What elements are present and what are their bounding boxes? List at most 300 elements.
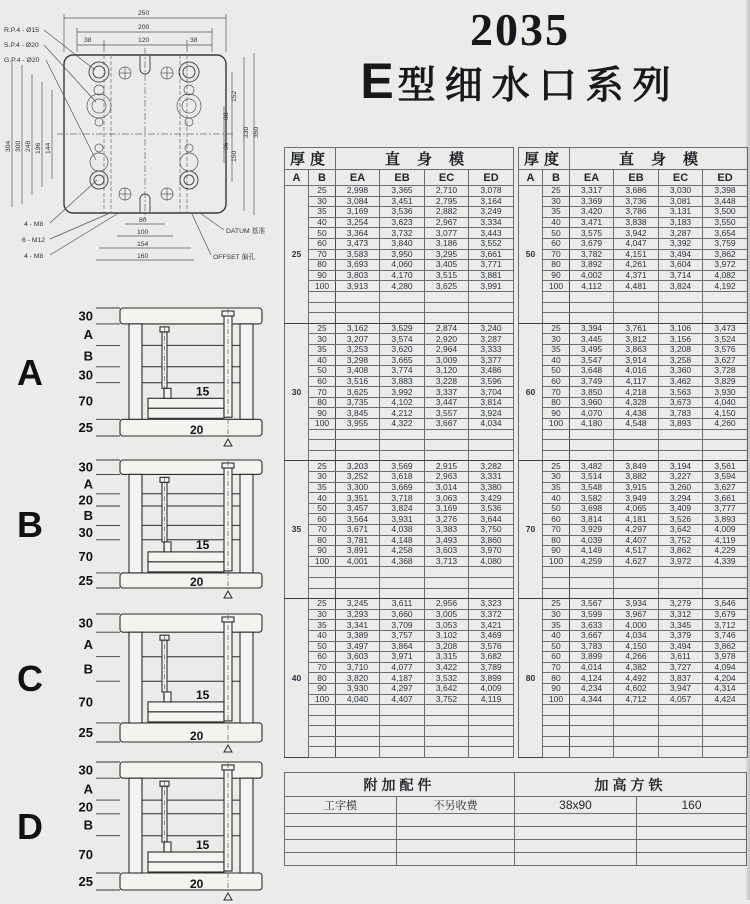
dim-330: 330 bbox=[243, 126, 250, 138]
price-cell: 3,576 bbox=[469, 641, 514, 652]
price-cell: 3,473 bbox=[336, 238, 380, 249]
empty-row bbox=[519, 429, 748, 440]
stack-dim-label: B bbox=[83, 348, 93, 364]
price-cell: 3,312 bbox=[659, 609, 703, 620]
price-cell: 3,228 bbox=[425, 376, 469, 387]
dim-196: 196 bbox=[35, 142, 42, 154]
price-cell: 3,714 bbox=[659, 270, 703, 281]
dim-80: 80 bbox=[139, 217, 147, 224]
price-cell: 4,034 bbox=[614, 630, 659, 641]
empty-cell bbox=[659, 726, 703, 737]
empty-row bbox=[285, 715, 514, 726]
empty-cell bbox=[336, 450, 380, 461]
spec-row bbox=[519, 228, 748, 239]
empty-cell bbox=[543, 747, 570, 758]
spec-row bbox=[285, 620, 514, 631]
empty-cell bbox=[469, 313, 514, 324]
price-cell: 3,447 bbox=[425, 397, 469, 408]
thickness-b-value: 40 bbox=[543, 355, 570, 366]
price-cell: 3,978 bbox=[703, 652, 748, 663]
thickness-b-value: 100 bbox=[543, 419, 570, 430]
empty-row bbox=[519, 567, 748, 578]
price-cell: 3,972 bbox=[703, 260, 748, 271]
price-cell: 3,930 bbox=[336, 683, 380, 694]
ejector-plate-top bbox=[148, 702, 224, 712]
thickness-b-value: 60 bbox=[543, 652, 570, 663]
stack-dim-label: 20 bbox=[78, 492, 93, 508]
empty-cell bbox=[614, 588, 659, 599]
side-rail-right bbox=[240, 324, 253, 419]
spec-row bbox=[519, 652, 748, 663]
thickness-b-value: 80 bbox=[309, 535, 336, 546]
empty-cell bbox=[309, 567, 336, 578]
spec-row bbox=[519, 344, 748, 355]
thickness-b-value: 30 bbox=[543, 609, 570, 620]
price-cell: 3,625 bbox=[336, 387, 380, 398]
price-cell: 3,642 bbox=[425, 683, 469, 694]
empty-cell bbox=[543, 313, 570, 324]
empty-row bbox=[285, 747, 514, 758]
price-cell: 3,633 bbox=[570, 620, 614, 631]
price-cell: 3,323 bbox=[469, 599, 514, 610]
price-cell: 3,574 bbox=[380, 334, 425, 345]
price-cell: 4,424 bbox=[703, 694, 748, 705]
stop-pin bbox=[164, 842, 171, 852]
empty-cell bbox=[425, 705, 469, 716]
price-cell: 3,575 bbox=[570, 228, 614, 239]
price-cell: 3,053 bbox=[425, 620, 469, 631]
price-cell: 3,820 bbox=[336, 673, 380, 684]
price-cell: 3,924 bbox=[469, 408, 514, 419]
price-cell: 3,405 bbox=[425, 260, 469, 271]
dim-248: 248 bbox=[25, 140, 32, 152]
stack-dim-label: A bbox=[83, 327, 93, 343]
thickness-b-value: 100 bbox=[309, 419, 336, 430]
price-cell: 3,279 bbox=[659, 599, 703, 610]
thickness-b-value: 30 bbox=[543, 472, 570, 483]
spec-row bbox=[285, 514, 514, 525]
mold-plate-drawing bbox=[2, 2, 295, 274]
price-cell: 4,548 bbox=[614, 419, 659, 430]
price-cell: 3,131 bbox=[659, 207, 703, 218]
price-cell: 3,786 bbox=[614, 207, 659, 218]
dim-160: 160 bbox=[137, 253, 149, 260]
empty-cell bbox=[425, 736, 469, 747]
price-cell: 4,280 bbox=[380, 281, 425, 292]
price-cell: 3,120 bbox=[425, 366, 469, 377]
price-cell: 3,774 bbox=[380, 366, 425, 377]
price-cell: 3,569 bbox=[380, 461, 425, 472]
stack-dim-label: 25 bbox=[78, 572, 93, 588]
price-cell: 2,915 bbox=[425, 461, 469, 472]
price-cell: 3,493 bbox=[425, 535, 469, 546]
price-cell: 3,950 bbox=[380, 249, 425, 260]
price-cell: 4,192 bbox=[703, 281, 748, 292]
empty-row bbox=[285, 313, 514, 324]
price-cell: 4,234 bbox=[570, 683, 614, 694]
price-cell: 3,627 bbox=[703, 482, 748, 493]
price-cell: 4,038 bbox=[380, 525, 425, 536]
label-datum: DATUM 基准 bbox=[226, 228, 266, 235]
spec-row bbox=[285, 376, 514, 387]
spec-row bbox=[285, 281, 514, 292]
price-cell: 3,084 bbox=[336, 196, 380, 207]
thickness-b-value: 60 bbox=[543, 514, 570, 525]
thickness-b-value: 50 bbox=[543, 641, 570, 652]
empty-cell bbox=[336, 567, 380, 578]
thickness-b-value: 25 bbox=[309, 599, 336, 610]
thickness-b-value: 60 bbox=[309, 376, 336, 387]
price-cell: 3,514 bbox=[570, 472, 614, 483]
price-cell: 4,057 bbox=[659, 694, 703, 705]
thickness-b-value: 25 bbox=[543, 186, 570, 197]
spec-row bbox=[285, 397, 514, 408]
accessory-table bbox=[284, 772, 747, 866]
empty-cell bbox=[659, 291, 703, 302]
price-cell: 3,682 bbox=[469, 652, 514, 663]
spec-row bbox=[285, 673, 514, 684]
diagram-letter: A bbox=[17, 352, 43, 393]
empty-cell bbox=[570, 705, 614, 716]
label-rp: R.P.4 - Ø15 bbox=[4, 27, 40, 34]
thickness-a-value: 50 bbox=[519, 186, 543, 324]
side-rail-left bbox=[129, 324, 142, 419]
empty-cell bbox=[309, 588, 336, 599]
price-cell: 3,471 bbox=[570, 217, 614, 228]
thickness-b-value: 35 bbox=[309, 207, 336, 218]
price-cell: 3,814 bbox=[469, 397, 514, 408]
empty-row bbox=[285, 291, 514, 302]
price-cell: 4,297 bbox=[380, 683, 425, 694]
empty-cell bbox=[703, 567, 748, 578]
price-cell: 3,627 bbox=[703, 355, 748, 366]
price-cell: 4,229 bbox=[703, 546, 748, 557]
mold-section-svg bbox=[56, 754, 274, 902]
price-cell: 3,333 bbox=[469, 344, 514, 355]
price-cell: 4,039 bbox=[570, 535, 614, 546]
empty-cell bbox=[543, 429, 570, 440]
spec-row bbox=[285, 249, 514, 260]
ejector-plate-bottom bbox=[148, 408, 224, 418]
price-cell: 3,294 bbox=[659, 493, 703, 504]
empty-cell bbox=[659, 567, 703, 578]
price-cell: 2,964 bbox=[425, 344, 469, 355]
empty-row bbox=[519, 715, 748, 726]
thickness-a-value: 35 bbox=[285, 461, 309, 599]
empty-cell bbox=[469, 302, 514, 313]
price-cell: 2,882 bbox=[425, 207, 469, 218]
thickness-b-value: 70 bbox=[309, 387, 336, 398]
spec-row bbox=[285, 493, 514, 504]
price-cell: 3,824 bbox=[659, 281, 703, 292]
price-cell: 3,383 bbox=[425, 525, 469, 536]
empty-row bbox=[519, 747, 748, 758]
price-cell: 3,727 bbox=[659, 662, 703, 673]
price-cell: 3,623 bbox=[380, 217, 425, 228]
thickness-b-value: 50 bbox=[309, 366, 336, 377]
dim-150: 150 bbox=[231, 150, 238, 162]
price-cell: 4,170 bbox=[380, 270, 425, 281]
price-cell: 4,218 bbox=[614, 387, 659, 398]
price-cell: 3,005 bbox=[425, 609, 469, 620]
price-cell: 2,963 bbox=[425, 472, 469, 483]
empty-cell bbox=[380, 736, 425, 747]
top-clamp-plate bbox=[120, 460, 262, 474]
inner-dim-20: 20 bbox=[190, 877, 204, 891]
holes-right bbox=[177, 62, 201, 189]
price-cell: 3,030 bbox=[659, 186, 703, 197]
label-m8-top: 4 - M8 bbox=[24, 221, 44, 228]
inner-dim-20: 20 bbox=[190, 423, 204, 437]
empty-row bbox=[519, 705, 748, 716]
price-cell: 3,337 bbox=[425, 387, 469, 398]
thickness-b-value: 100 bbox=[309, 281, 336, 292]
side-rail-left bbox=[129, 474, 142, 573]
thickness-a-value: 70 bbox=[519, 461, 543, 599]
price-cell: 3,494 bbox=[659, 641, 703, 652]
spec-row bbox=[519, 270, 748, 281]
empty-cell bbox=[380, 577, 425, 588]
spec-row bbox=[285, 366, 514, 377]
price-cell: 3,516 bbox=[336, 376, 380, 387]
empty-row bbox=[519, 313, 748, 324]
price-cell: 3,934 bbox=[614, 599, 659, 610]
price-cell: 3,379 bbox=[659, 630, 703, 641]
price-cell: 3,298 bbox=[336, 355, 380, 366]
empty-cell bbox=[703, 450, 748, 461]
thickness-b-value: 30 bbox=[309, 334, 336, 345]
col-eb: EB bbox=[380, 170, 425, 186]
spec-row bbox=[519, 397, 748, 408]
price-cell: 3,169 bbox=[425, 503, 469, 514]
price-cell: 3,398 bbox=[703, 186, 748, 197]
thickness-b-value: 80 bbox=[309, 260, 336, 271]
price-cell: 3,750 bbox=[469, 525, 514, 536]
price-cell: 3,563 bbox=[659, 387, 703, 398]
price-cell: 3,803 bbox=[336, 270, 380, 281]
price-cell: 3,667 bbox=[570, 630, 614, 641]
price-cell: 3,380 bbox=[469, 482, 514, 493]
thickness-b-value: 40 bbox=[543, 630, 570, 641]
empty-cell bbox=[380, 588, 425, 599]
price-cell: 4,014 bbox=[570, 662, 614, 673]
price-cell: 3,603 bbox=[336, 652, 380, 663]
price-cell: 3,515 bbox=[425, 270, 469, 281]
side-rail-left bbox=[129, 632, 142, 723]
price-cell: 3,078 bbox=[469, 186, 514, 197]
price-cell: 3,063 bbox=[425, 493, 469, 504]
side-rail-right bbox=[240, 474, 253, 573]
thickness-a-value: 40 bbox=[285, 599, 309, 758]
empty-cell bbox=[425, 302, 469, 313]
price-cell: 3,829 bbox=[703, 376, 748, 387]
price-cell: 3,686 bbox=[614, 186, 659, 197]
price-cell: 3,698 bbox=[570, 503, 614, 514]
dim-154: 154 bbox=[137, 241, 149, 248]
thickness-b-value: 30 bbox=[309, 609, 336, 620]
price-cell: 4,517 bbox=[614, 546, 659, 557]
empty-cell bbox=[703, 705, 748, 716]
empty-cell bbox=[543, 736, 570, 747]
price-cell: 3,451 bbox=[380, 196, 425, 207]
price-cell: 3,604 bbox=[659, 260, 703, 271]
price-cell: 4,009 bbox=[703, 525, 748, 536]
thickness-b-value: 80 bbox=[543, 397, 570, 408]
mold-diagram-d bbox=[4, 754, 280, 904]
dim-98: 98 bbox=[223, 112, 230, 120]
price-cell: 3,882 bbox=[614, 472, 659, 483]
price-cell: 2,710 bbox=[425, 186, 469, 197]
price-cell: 3,972 bbox=[659, 556, 703, 567]
price-cell: 3,486 bbox=[469, 366, 514, 377]
spec-row bbox=[285, 238, 514, 249]
spec-row bbox=[285, 546, 514, 557]
price-cell: 3,208 bbox=[659, 344, 703, 355]
col-a: A bbox=[285, 170, 309, 186]
thickness-b-value: 50 bbox=[543, 503, 570, 514]
price-cell: 3,862 bbox=[703, 249, 748, 260]
thickness-b-value: 35 bbox=[309, 482, 336, 493]
spec-row bbox=[285, 270, 514, 281]
price-cell: 3,445 bbox=[570, 334, 614, 345]
diagram-letter: C bbox=[17, 658, 43, 699]
dim-304: 304 bbox=[5, 140, 12, 152]
empty-cell bbox=[425, 747, 469, 758]
price-cell: 3,732 bbox=[380, 228, 425, 239]
dims-bottom bbox=[96, 217, 194, 260]
empty-cell bbox=[425, 567, 469, 578]
price-cell: 4,149 bbox=[570, 546, 614, 557]
price-cell: 3,718 bbox=[380, 493, 425, 504]
price-cell: 3,345 bbox=[659, 620, 703, 631]
price-cell: 3,564 bbox=[336, 514, 380, 525]
price-cell: 3,081 bbox=[659, 196, 703, 207]
thickness-b-value: 25 bbox=[309, 186, 336, 197]
price-cell: 3,422 bbox=[425, 662, 469, 673]
price-cell: 3,377 bbox=[469, 355, 514, 366]
price-cell: 4,009 bbox=[469, 683, 514, 694]
empty-cell bbox=[425, 726, 469, 737]
side-rail-left bbox=[129, 778, 142, 873]
price-cell: 3,494 bbox=[659, 249, 703, 260]
dim-200: 200 bbox=[138, 24, 150, 31]
mold-diagram-c bbox=[4, 606, 280, 756]
price-cell: 3,845 bbox=[336, 408, 380, 419]
price-cell: 4,102 bbox=[380, 397, 425, 408]
empty-cell bbox=[659, 705, 703, 716]
empty-cell bbox=[469, 715, 514, 726]
empty-cell bbox=[336, 302, 380, 313]
price-cell: 3,552 bbox=[469, 238, 514, 249]
dim-120: 120 bbox=[138, 37, 150, 44]
price-cell: 3,227 bbox=[659, 472, 703, 483]
thickness-b-value: 30 bbox=[543, 334, 570, 345]
label-m12: 6 - M12 bbox=[22, 237, 46, 244]
price-cell: 3,781 bbox=[336, 535, 380, 546]
empty-cell bbox=[659, 736, 703, 747]
price-cell: 3,258 bbox=[659, 355, 703, 366]
empty-row bbox=[519, 726, 748, 737]
empty-cell bbox=[425, 291, 469, 302]
price-cell: 3,282 bbox=[469, 461, 514, 472]
price-cell: 3,840 bbox=[380, 238, 425, 249]
price-cell: 4,259 bbox=[570, 556, 614, 567]
empty-cell bbox=[309, 291, 336, 302]
spec-row bbox=[285, 662, 514, 673]
empty-cell bbox=[570, 736, 614, 747]
price-cell: 4,382 bbox=[614, 662, 659, 673]
price-cell: 3,749 bbox=[570, 376, 614, 387]
thickness-b-value: 50 bbox=[543, 228, 570, 239]
thickness-a-value: 25 bbox=[285, 186, 309, 324]
thickness-b-value: 30 bbox=[309, 472, 336, 483]
col-b: B bbox=[543, 170, 570, 186]
price-cell: 3,837 bbox=[659, 673, 703, 684]
price-cell: 4,002 bbox=[570, 270, 614, 281]
price-cell: 4,407 bbox=[614, 535, 659, 546]
thickness-b-value: 90 bbox=[309, 683, 336, 694]
spec-row bbox=[519, 546, 748, 557]
price-cell: 3,761 bbox=[614, 323, 659, 334]
spec-row bbox=[285, 641, 514, 652]
empty-cell bbox=[380, 313, 425, 324]
price-cell: 3,709 bbox=[380, 620, 425, 631]
price-cell: 3,892 bbox=[570, 260, 614, 271]
stack-dim-label: 25 bbox=[78, 420, 93, 436]
price-cell: 3,532 bbox=[425, 673, 469, 684]
price-cell: 3,644 bbox=[469, 514, 514, 525]
price-cell: 4,322 bbox=[380, 419, 425, 430]
empty-cell bbox=[309, 302, 336, 313]
stack-dim-label: 20 bbox=[78, 799, 93, 815]
thickness-b-value: 100 bbox=[309, 556, 336, 567]
spec-row bbox=[519, 482, 748, 493]
empty-cell bbox=[614, 429, 659, 440]
price-cell: 3,392 bbox=[659, 238, 703, 249]
price-cell: 3,929 bbox=[570, 525, 614, 536]
stack-dim-label: 30 bbox=[78, 615, 93, 631]
spec-row bbox=[285, 196, 514, 207]
empty-row bbox=[519, 302, 748, 313]
thickness-b-value: 90 bbox=[543, 408, 570, 419]
thickness-b-value: 90 bbox=[543, 546, 570, 557]
spec-row bbox=[519, 408, 748, 419]
thickness-b-value: 60 bbox=[543, 238, 570, 249]
spec-row bbox=[519, 355, 748, 366]
price-cell: 4,212 bbox=[380, 408, 425, 419]
price-cell: 3,864 bbox=[380, 641, 425, 652]
thickness-b-value: 90 bbox=[543, 683, 570, 694]
stack-dim-label: 30 bbox=[78, 308, 93, 324]
thickness-a-value: 30 bbox=[285, 323, 309, 461]
spec-row bbox=[285, 652, 514, 663]
price-cell: 4,712 bbox=[614, 694, 659, 705]
spec-row bbox=[519, 334, 748, 345]
price-cell: 3,646 bbox=[703, 599, 748, 610]
col-ec: EC bbox=[425, 170, 469, 186]
thickness-b-value: 70 bbox=[309, 525, 336, 536]
empty-cell bbox=[659, 440, 703, 451]
empty-cell bbox=[703, 429, 748, 440]
empty-cell bbox=[380, 291, 425, 302]
spec-row bbox=[519, 683, 748, 694]
empty-cell bbox=[659, 747, 703, 758]
dim-38-left: 38 bbox=[84, 37, 92, 44]
spec-row bbox=[519, 238, 748, 249]
spec-row bbox=[285, 461, 514, 472]
price-cell: 3,661 bbox=[703, 493, 748, 504]
price-cell: 4,077 bbox=[380, 662, 425, 673]
